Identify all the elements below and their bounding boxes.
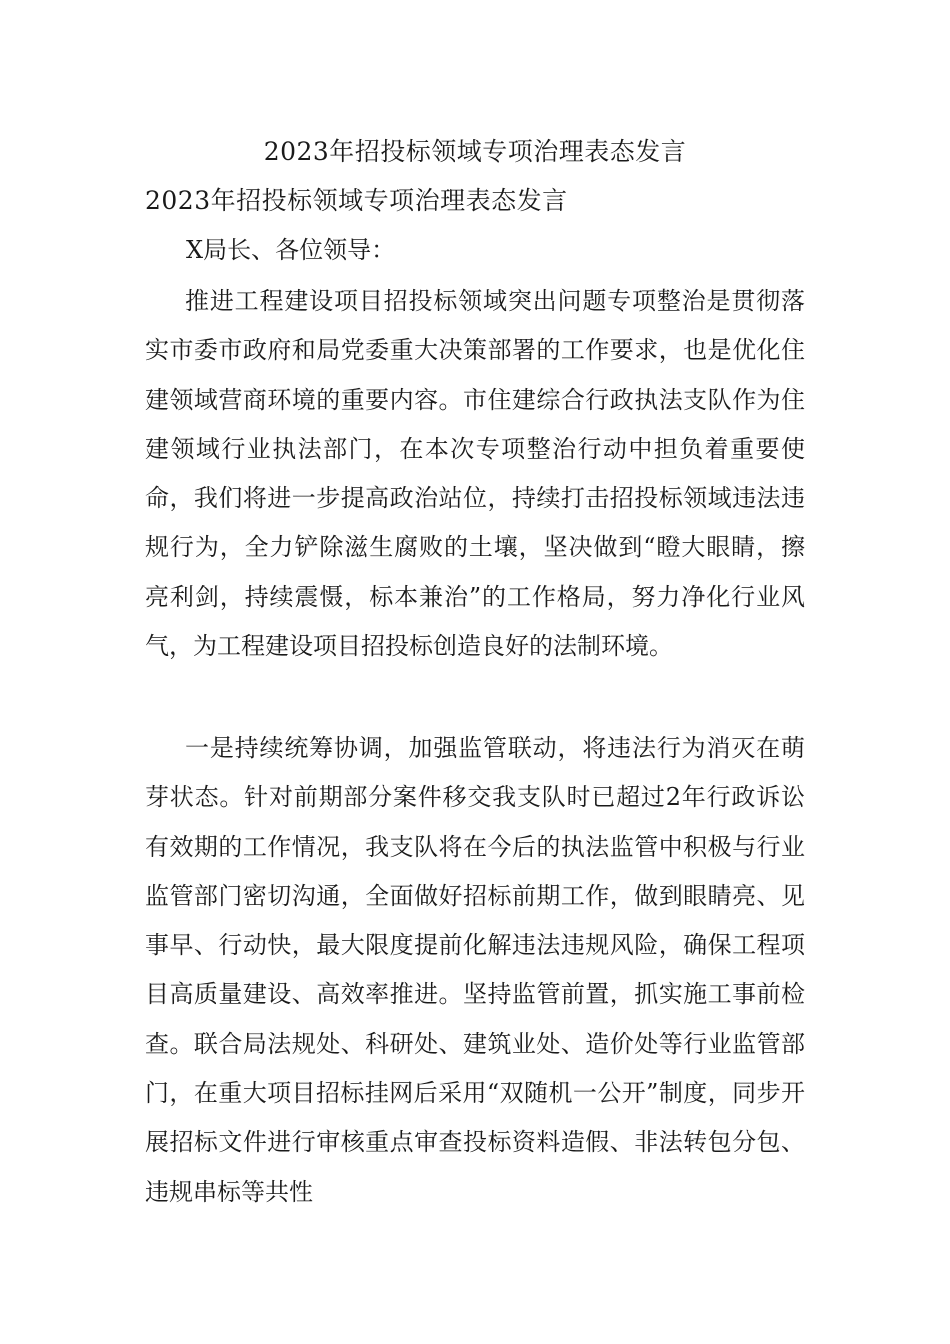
document-title: 2023年招投标领域专项治理表态发言	[263, 137, 687, 166]
document-subtitle: 2023年招投标领域专项治理表态发言	[145, 186, 568, 215]
paragraph-point-one: 一是持续统筹协调，加强监管联动，将违法行为消灭在萌芽状态。针对前期部分案件移交我支队时已超过2年行政诉讼有效期的工作情况，我支队将在今后的执法监管中积极与行业监管部门密切沟通，全面做好招标前期工作，做到眼睛亮、见事早、行动快，最大限度提前化解违法违规风险，确保工程项目高质量建设、高效率推进。坚持监管前置，抓实施工事前检查。联合局法规处、科研处、建筑业处、造价处等行业监管部门，在重大项目招标挂网后采用“双随机一公开”制度，同步开展招标文件进行审核重点审查投标资料造假、非法转包分包、违规串标等共性	[145, 734, 805, 1206]
paragraph-intro: 推进工程建设项目招投标领域突出问题专项整治是贯彻落实市委市政府和局党委重大决策部署的工作要求，也是优化住建领域营商环境的重要内容。市住建综合行政执法支队作为住建领域行业执法部门，在本次专项整治行动中担负着重要使命，我们将进一步提高政治站位，持续打击招投标领域违法违规行为，全力铲除滋生腐败的土壤，坚决做到“瞪大眼睛，擦亮利剑，持续震慑，标本兼治”的工作格局，努力净化行业风气，为工程建设项目招投标创造良好的法制环境。	[145, 287, 805, 661]
salutation: X局长、各位领导：	[186, 236, 396, 264]
